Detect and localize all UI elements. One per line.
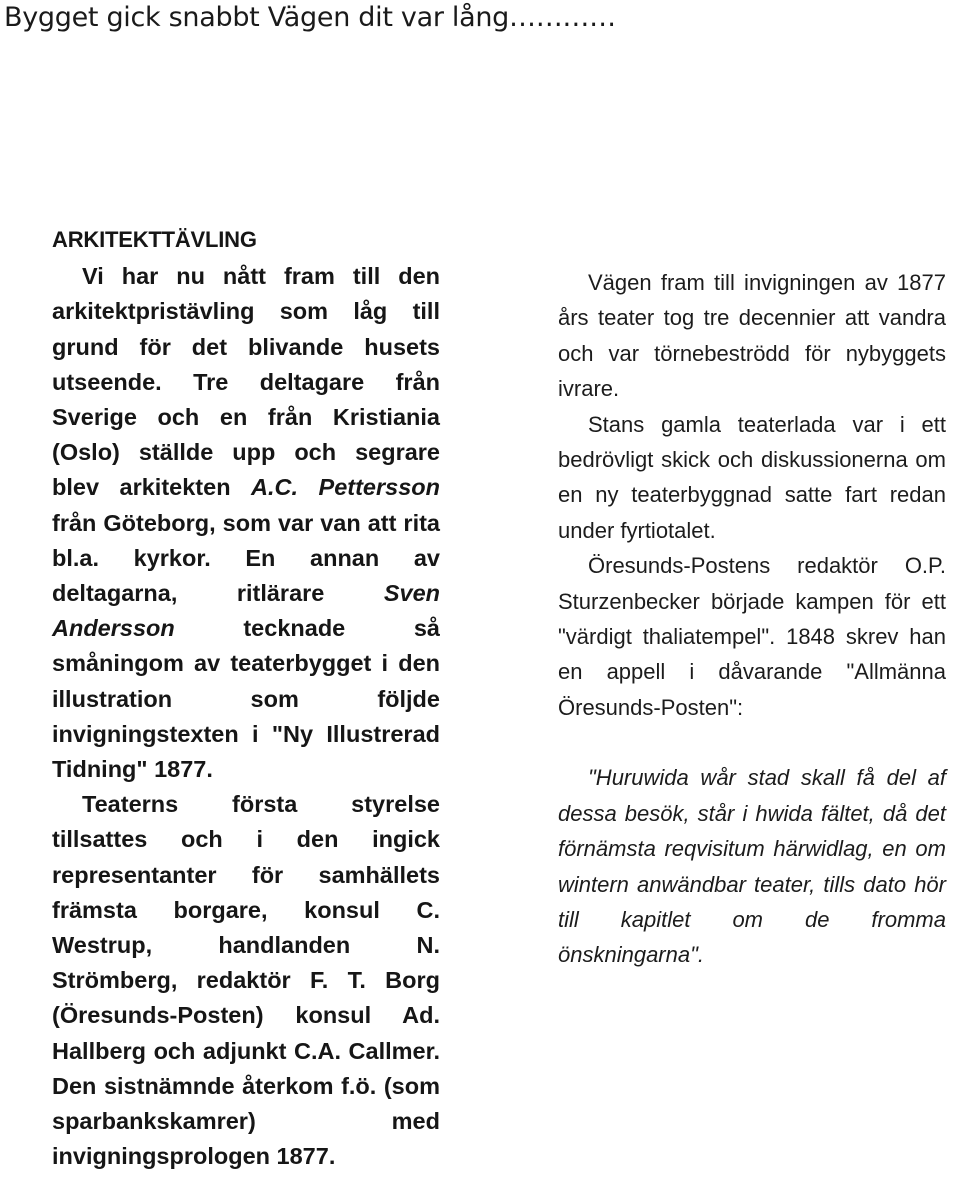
right-column — [558, 265, 946, 973]
right-paragraph-1: Vägen fram till invigningen av 1877 års teater tog tre decennier att vandra och var törnebeströdd för nybyggets ivrare. — [558, 270, 946, 402]
illustrator-name: Sven Andersson — [52, 580, 440, 642]
right-paragraph-3: Öresunds-Postens redaktör O.P. Sturzenbecker började kampen för ett "värdigt thaliatempel". 1848 skrev han en appell i dåvarande "Allmänna Öresunds-Posten": — [558, 553, 946, 720]
left-p1-text-a: Vi har nu nått fram till den arkitektpristävling som låg till grund för det blivande husets utseende. Tre deltagare från Sverige och en från Kristiania (Oslo) ställde upp och segrare blev arkitekten — [52, 263, 440, 501]
historical-quote: "Huruwida wår stad skall få del af dessa besök, står i hwida fältet, då det förnämsta reqvisitum härwidlag, en om wintern anwändbar teater, tills dato hör till kapitlet om de fromma önskningarna". — [558, 765, 946, 968]
left-p1-text-c: tecknade så småningom av teaterbygget i den illustration som följde invigningstexten i "Ny Illustrerad Tidning" 1877. — [52, 615, 440, 783]
right-paragraph-2: Stans gamla teaterlada var i ett bedrövligt skick och diskussionerna om en ny teaterbyggnad satte fart redan under fyrtiotalet. — [558, 411, 946, 543]
page-title: Bygget gick snabbt Vägen dit var lång………… — [4, 2, 616, 33]
section-heading: ARKITEKTTÄVLING — [52, 227, 257, 252]
left-p1-text-b: från Göteborg, som var van att rita bl.a. kyrkor. En annan av deltagarna, ritlärare — [52, 509, 440, 607]
left-paragraph-1 — [52, 259, 440, 787]
left-paragraph-2: Teaterns första styrelse tillsattes och i den ingick representanter för samhällets främsta borgare, konsul C. Westrup, handlanden N. Strömberg, redaktör F. T. Borg (Öresunds-Posten) konsul Ad. Hallberg och adjunkt C.A. Callmer. Den sistnämnde återkom f.ö. (som sparbankskamrer) med invigningsprologen 1877. — [52, 791, 440, 1170]
left-column — [52, 222, 440, 1174]
architect-name: A.C. Pettersson — [251, 474, 440, 501]
